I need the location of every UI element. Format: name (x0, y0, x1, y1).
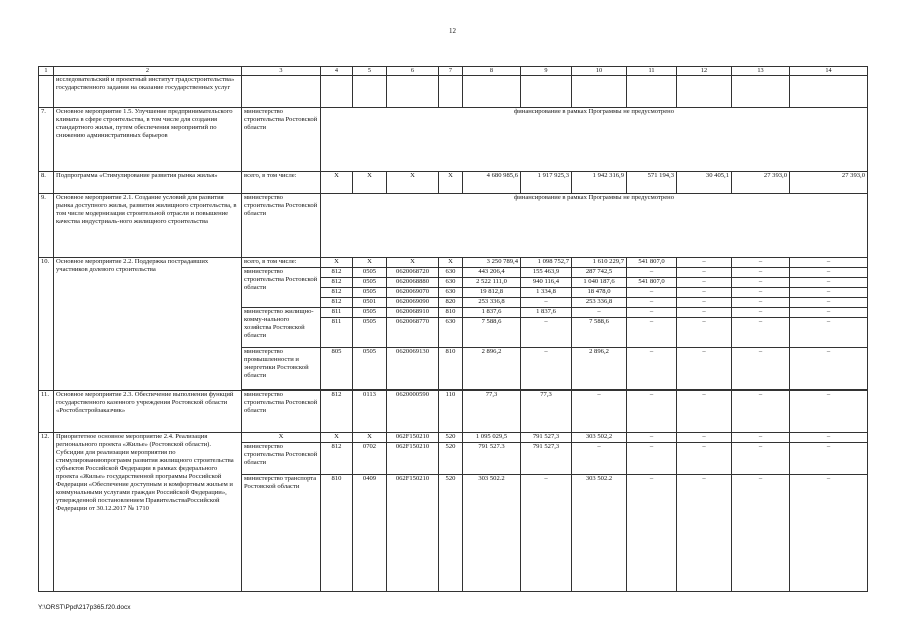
table-row: министерство промышленности и энергетики Ростовской области 805 0505 0620069130 810 2 896,2 – 2 896,2 – – – – (39, 348, 868, 390)
executor: X (242, 433, 321, 443)
table-row: 7. Основное мероприятие 1.5. Улучшение предпринимательского климата в сфере строительства, в том числе для создания стандартного жилья, путем обеспечения мероприятий по снижению административных барьеров министерство строительства Ростовской области финансирование в рамках Программы не предусмотрено (39, 108, 868, 172)
table-row: 812 0505 0620069070 630 19 812,8 1 334,8 18 478,0 – – – – (39, 288, 868, 298)
table-row: 11. Основное мероприятие 2.3. Обеспечение выполнения функций государственного казенного учреждения Ростовской области «Ростоблстройзаказчик» министерство строительства Ростовской области 812 0113 0620000590 110 77,3 77,3 – – – – – (39, 391, 868, 433)
executor: министерство строительства Ростовской области (242, 443, 321, 475)
executor: министерство строительства Ростовской области (242, 268, 321, 308)
footer-file-path: Y:\ORST\Ppd\217p365.f20.docx (38, 604, 131, 611)
measure-name: Приоритетное основное мероприятие 2.4. Реализация регионального проекта «Жилье» (Ростовской области). Субсидии для реализации мероприятия по стимулированиюпрограмм развития жилищного строительства субъектов Российской Федерации в рамках федерального проекта «Жилье» государственной программы Российской Федерации «Обеспечение доступным и комфортным жильем и коммунальными услугами граждан Российской Федерации», утвержденной постановлением ПравительстваРоссийской Федерации от 30.12.2017 № 1710 (54, 433, 242, 592)
executor: министерство жилищно-комму-нального хозяйства Ростовской области (242, 308, 321, 348)
table-row: 10. Основное мероприятие 2.2. Поддержка пострадавших участников долевого строительства всего, в том числе: X X X X 3 250 789,4 1 098 752,7 1 610 229,7 541 807,0 – – – (39, 258, 868, 268)
table-row: 8. Подпрограмма «Стимулирование развития рынка жилья» всего, в том числе: X X X X 4 680 985,6 1 917 925,3 1 942 316,9 571 194,3 30 405,1 27 393,0 27 393,0 (39, 172, 868, 194)
program-financing-table (38, 66, 868, 592)
table-row: 812 0501 0620069090 820 253 336,8 – 253 336,8 – – – – (39, 298, 868, 308)
measure-name: Основное мероприятие 2.1. Создание условий для развития рынка доступного жилья, развития жилищного строительства, в том числе модернизация строительной отрасли и повышение качества индустриаль-ного жилищного строительства (54, 194, 242, 258)
table-row: 9. Основное мероприятие 2.1. Создание условий для развития рынка доступного жилья, развития жилищного строительства, в том числе модернизация строительной отрасли и повышение качества индустриаль-ного жилищного строительства министерство строительства Ростовской области финансирование в рамках Программы не предусмотрено (39, 194, 868, 258)
header-row: 1 2 3 4 5 6 7 8 9 10 11 12 13 14 (39, 67, 868, 76)
financing-note: финансирование в рамках Программы не предусмотрено (321, 194, 868, 258)
measure-name: Основное мероприятие 2.2. Поддержка пострадавших участников долевого строительства (54, 258, 242, 391)
executor: министерство строительства Ростовской области (242, 391, 321, 433)
table-row (39, 76, 868, 108)
measure-name: Основное мероприятие 1.5. Улучшение предпринимательского климата в сфере строительства, в том числе для создания стандартного жилья, путем обеспечения мероприятий по снижению административных барьеров (54, 108, 242, 172)
executor: всего, в том числе: (242, 172, 321, 194)
table-row: министерство транспорта Ростовской области 810 0409 062F150210 520 303 502.2 – 303 502.2 – – – – (39, 475, 868, 592)
measure-name: Подпрограмма «Стимулирование развития рынка жилья» (54, 172, 242, 194)
measure-name: исследовательский и проектный институт градостроительства» государственного задания на оказание государственных услуг (54, 76, 242, 108)
table-row: 811 0505 0620068770 630 7 588,6 – 7 588,6 – – – – (39, 318, 868, 348)
executor: министерство строительства Ростовской области (242, 108, 321, 172)
page-number: 12 (449, 27, 456, 35)
executor: всего, в том числе: (242, 258, 321, 268)
financing-note: финансирование в рамках Программы не предусмотрено (321, 108, 868, 172)
executor: министерство промышленности и энергетики Ростовской области (242, 348, 321, 390)
table-row: министерство жилищно-комму-нального хозяйства Ростовской области 811 0505 0620068910 810 1 837,6 1 837,6 – – – – – (39, 308, 868, 318)
measure-name: Основное мероприятие 2.3. Обеспечение выполнения функций государственного казенного учреждения Ростовской области «Ростоблстройзаказчик» (54, 391, 242, 433)
executor: министерство строительства Ростовской области (242, 194, 321, 258)
executor: министерство транспорта Ростовской области (242, 475, 321, 592)
table-row: министерство строительства Ростовской области 812 0505 0620068720 630 443 206,4 155 463,9 287 742,5 – – – – (39, 268, 868, 278)
table-row: 12. Приоритетное основное мероприятие 2.4. Реализация регионального проекта «Жилье» (Ростовской области). Субсидии для реализации мероприятия по стимулированиюпрограмм развития жилищного строительства субъектов Российской Федерации в рамках федерального проекта «Жилье» государственной программы Российской Федерации «Обеспечение доступным и комфортным жильем и коммунальными услугами граждан Российской Федерации», утвержденной постановлением ПравительстваРоссийской Федерации от 30.12.2017 № 1710 X X X 062F150210 520 1 095 029,5 791 527,3 303 502,2 – – – – (39, 433, 868, 443)
table-row: 812 0505 0620068880 630 2 522 111,0 940 116,4 1 040 187,6 541 807,0 – – – (39, 278, 868, 288)
table-row: министерство строительства Ростовской области 812 0702 062F150210 520 791 527.3 791 527,3 – – – – – (39, 443, 868, 475)
